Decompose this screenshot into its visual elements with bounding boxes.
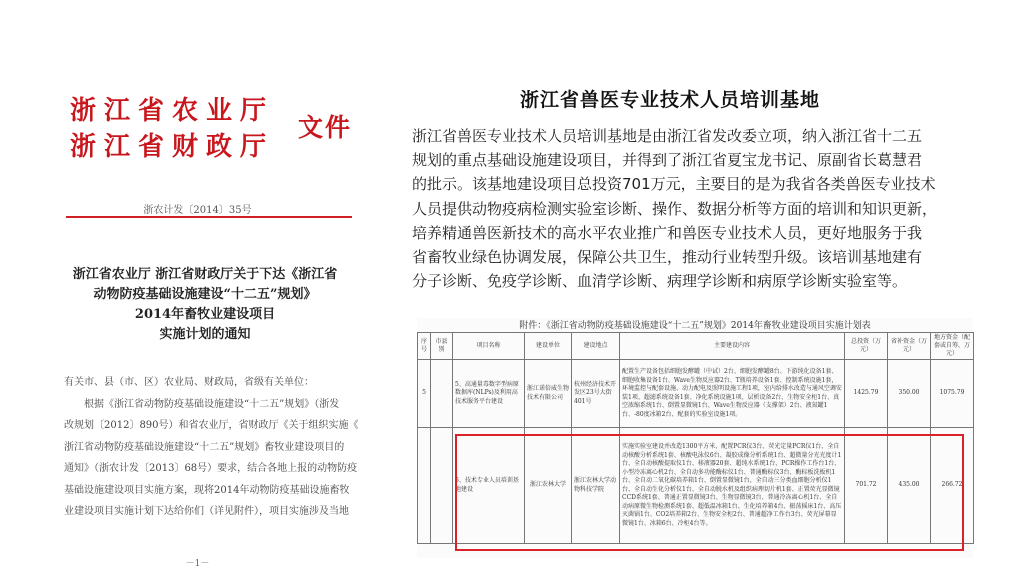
col-header-name: 项目名称 [453, 333, 525, 360]
paragraph-line: 规划的重点基础设施建设项目，并得到了浙江省夏宝龙书记、原副省长葛慧君 [412, 151, 923, 170]
notice-title-line: 浙江省农业厅 浙江省财政厅关于下达《浙江省 [72, 267, 338, 282]
page-number: －1－ [185, 559, 210, 569]
cell-local: 266.72 [931, 428, 974, 544]
body-line: 通知》（浙农计发〔2013〕68号）要求，结合各地上报的动物防疫 [64, 463, 358, 474]
paragraph-line: 人员提供动物疫病检测实验室诊断、操作、数据分析等方面的培训和知识更新， [412, 199, 938, 218]
cell-total: 701.72 [845, 428, 888, 544]
cell-seq: 5 [418, 360, 431, 428]
red-divider-line [66, 216, 352, 218]
col-header-place: 建设地点 [572, 333, 620, 360]
issuer-agriculture-dept: 浙江省农业厅 [70, 96, 275, 126]
body-line: 改规划〔2012〕890号）和省农业厅，省财政厅《关于组织实施《 [64, 420, 359, 431]
cell-seq [418, 428, 431, 544]
body-line: 根据《浙江省动物防疫基础设施建设“十二五”规划》（浙发 [84, 398, 340, 410]
document-label: 文件 [298, 113, 353, 142]
notice-title-line: 2014年畜牧业建设项目 [134, 307, 276, 322]
body-line: 基础设施建设项目实施方案，现将2014年动物防疫基础设施畜牧 [64, 484, 350, 496]
paragraph-line: 分子诊断、免疫学诊断、血清学诊断、病理学诊断和病原学诊断实验室等。 [412, 272, 908, 291]
col-header-content: 主要建设内容 [620, 333, 845, 360]
cell-total: 1425.79 [845, 360, 888, 428]
article-paragraph [412, 124, 1002, 293]
table-caption: 附件：《浙江省动物防疫基础设施建设“十二五”规划》2014年畜牧业建设项目实施计划表 [519, 321, 871, 331]
col-header-seq: 序号 [418, 333, 431, 360]
cell-place: 浙江农林大学动物科技学院 [572, 428, 620, 544]
notice-title [55, 265, 355, 345]
col-header-unit: 建设单位 [525, 333, 572, 360]
document-number: 浙农计发〔2014〕35号 [143, 205, 252, 216]
article-heading: 浙江省兽医专业技术人员培训基地 [520, 89, 821, 111]
cell-content: 实施实验室建设并改造1300平方米，配置PCR仪3台、荧光定量PCR仪1台、全自动核酸分析系统1套、核酸电泳仪6台、凝胶成像分析系统1台、超微量分光光度计1台、全自动核酸提取仪1台、移液器20套、超纯水系统1台、PCR操作工作台1台、小型冷冻离心机2台、全自动多功能酶标仪1台、普通酶标仪3台、酶标板洗板机1台、全自动二氧化碳培养箱1台、倒置显微镜1台、全自动三分类血细胞分析仪1台、全自动生化分析仪1台、全自动脱水机及组织病理切片机1套、正置荧光显微镜CCD系统1套、普通正置显微镜3台、生物显微镜3台、普通冷冻离心机1台、全自动病原微生物检测系统1套、超低温冰箱1台、生化培养箱4台、振荡摇床1台、高压灭菌锅1台、CO2培养箱2台、生物安全柜2台、普通超净工作台3台、荧光屏幕显微镜1台、冰箱6台、冷柜4台等。 [620, 428, 845, 544]
cell-unit: 浙江诺倍威生物技术有限公司 [525, 360, 572, 428]
body-line: 业建设项目实施计划下达给你们（详见附件），项目实施涉及当地 [64, 506, 349, 517]
notice-title-line: 动物防疫基础设施建设“十二五”规划》 [93, 287, 317, 302]
notice-title-line: 实施计划的通知 [159, 327, 251, 342]
col-header-county: 市县别 [431, 333, 453, 360]
addressee-line: 有关市、县（市、区）农业局、财政局，省级有关单位： [64, 377, 314, 388]
col-header-local: 地方资金（配套或自筹，万元） [931, 333, 974, 360]
cell-county [431, 428, 453, 544]
cell-provincial: 350.00 [888, 360, 931, 428]
table-row [418, 360, 974, 428]
cell-provincial: 435.00 [888, 428, 931, 544]
cell-project-name: 5、高通量毒数字型病原数据库(NLPs)及利用高技术服务平台建设 [453, 360, 525, 428]
col-header-provincial: 省补资金（万元） [888, 333, 931, 360]
col-header-total: 总投资（万元） [845, 333, 888, 360]
cell-place: 杭州经济技术开发区23号大街401号 [572, 360, 620, 428]
official-document-page [0, 0, 395, 575]
cell-county [431, 360, 453, 428]
cell-content: 配置生产设备包括细胞发酵罐（中试）2台、细胞发酵罐8台、下游纯化设备1套、细胞收集设备1台、Wave生物反应器2台、T瓶培养设备1套、控制系统设施1套，环境监控与配套设施、动力配电及照明设施工程1项，室内给排水改造与通风空调安装1项、超滤系统设备1套、净化系统设施1项、层析设备2台、生物安全柜1台、真空浓缩系统1台、倒置显微镜1台、Wave生物反应器（支撑架）2台、液氮罐1台、-80度冰箱2台、配套的实验室设施1项。 [620, 360, 845, 428]
paragraph-line: 的批示。该基地建设项目总投资701万元，主要目的是为我省各类兽医专业技术 [412, 175, 936, 194]
body-line: 浙江省动物防疫基础设施建设“十二五”规划》畜牧业建设项目的 [64, 441, 345, 453]
paragraph-line: 培养精通兽医新技术的高水平农业推广和兽医专业技术人员，更好地服务于我 [412, 223, 923, 242]
paragraph-line: 省畜牧业绿色协调发展，保障公共卫生，推动行业转型升级。该培训基地建有 [412, 248, 923, 267]
notice-body [64, 372, 364, 523]
table-header-row [418, 333, 974, 360]
highlight-box [455, 434, 964, 551]
issuer-finance-dept: 浙江省财政厅 [70, 132, 275, 162]
cell-project-name: 6、技术专业人员培训基地建设 [453, 428, 525, 544]
cell-local: 1075.79 [931, 360, 974, 428]
cell-unit: 浙江农林大学 [525, 428, 572, 544]
paragraph-line: 浙江省兽医专业技术人员培训基地是由浙江省发改委立项，纳入浙江省十二五 [412, 127, 923, 145]
